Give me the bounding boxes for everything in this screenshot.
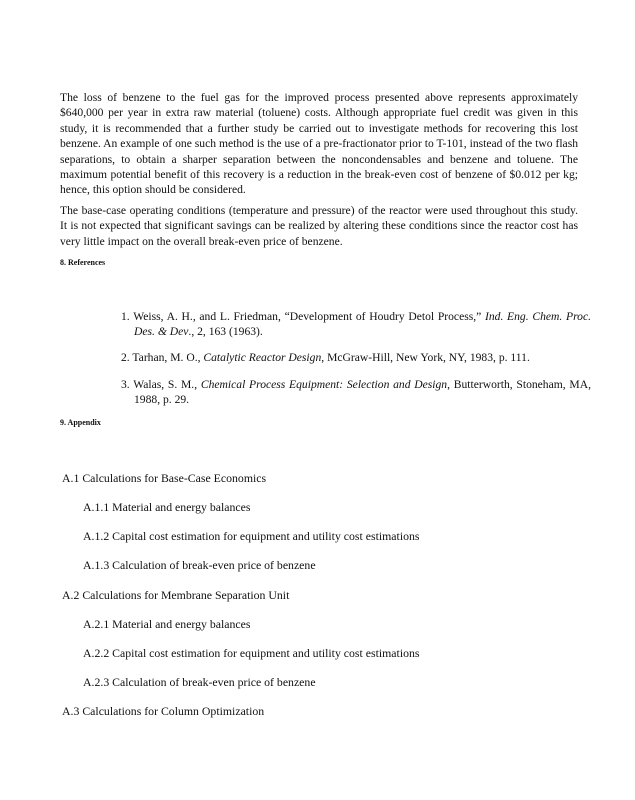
reference-source: Chemical Process Equipment: Selection and Design bbox=[200, 378, 448, 391]
body-paragraph-benzene-loss: The loss of benzene to the fuel gas for the improved process presented above represents approximately $640,000 per year in extra raw material (toluene) costs. Although appropriate fuel credit was given in this study, it is recommended that a further study be carried out to investigate methods for recovering this lost benzene. An example of one such method is the use of a pre-fractionator prior to T-101, instead of the two flash separations, to obtain a sharper separation between the noncondensables and benzene and toluene. The maximum potential benefit of this recovery is a reduction in the break-even cost of benzene of $0.012 per kg; hence, this option should be considered. bbox=[60, 91, 578, 197]
appendix-item-a1-2: A.1.2 Capital cost estimation for equipment and utility cost estimations bbox=[83, 529, 420, 543]
appendix-item-a1-3: A.1.3 Calculation of break-even price of benzene bbox=[83, 558, 316, 572]
reference-authors: Tarhan, M. O., bbox=[132, 351, 201, 364]
reference-details: , Butterworth, Stoneham, MA, 1988, p. 29. bbox=[134, 378, 591, 407]
reference-item bbox=[121, 377, 591, 408]
reference-authors: Weiss, A. H., and L. Friedman, “Development of Houdry Detol Process,” bbox=[133, 310, 482, 323]
body-paragraph-operating-conditions: The base-case operating conditions (temperature and pressure) of the reactor were used throughout this study. It is not expected that significant savings can be realized by altering these conditions since the reactor cost has very little impact on the overall break-even price of benzene. bbox=[60, 204, 578, 248]
appendix-item-a2: A.2 Calculations for Membrane Separation Unit bbox=[62, 588, 290, 602]
reference-number: 2. bbox=[121, 351, 130, 364]
reference-authors: Walas, S. M., bbox=[133, 378, 198, 391]
appendix-item-a3: A.3 Calculations for Column Optimization bbox=[62, 704, 265, 718]
appendix-heading: 9. Appendix bbox=[60, 418, 101, 427]
reference-source: Ind. Eng. Chem. Proc. Des. & Dev bbox=[134, 310, 591, 339]
appendix-item-a1-1: A.1.1 Material and energy balances bbox=[83, 500, 251, 514]
appendix-item-a2-3: A.2.3 Calculation of break-even price of benzene bbox=[83, 675, 316, 689]
reference-number: 1. bbox=[121, 310, 130, 323]
reference-source: Catalytic Reactor Design bbox=[203, 351, 322, 364]
reference-item bbox=[121, 350, 591, 365]
reference-details: , McGraw-Hill, New York, NY, 1983, p. 111. bbox=[321, 351, 530, 364]
references-heading: 8. References bbox=[60, 258, 106, 267]
reference-item bbox=[121, 309, 591, 340]
reference-number: 3. bbox=[121, 378, 130, 391]
appendix-item-a1: A.1 Calculations for Base-Case Economics bbox=[62, 471, 267, 485]
reference-details: ., 2, 163 (1963). bbox=[188, 325, 263, 339]
appendix-item-a2-2: A.2.2 Capital cost estimation for equipment and utility cost estimations bbox=[83, 646, 420, 660]
appendix-item-a2-1: A.2.1 Material and energy balances bbox=[83, 617, 251, 631]
